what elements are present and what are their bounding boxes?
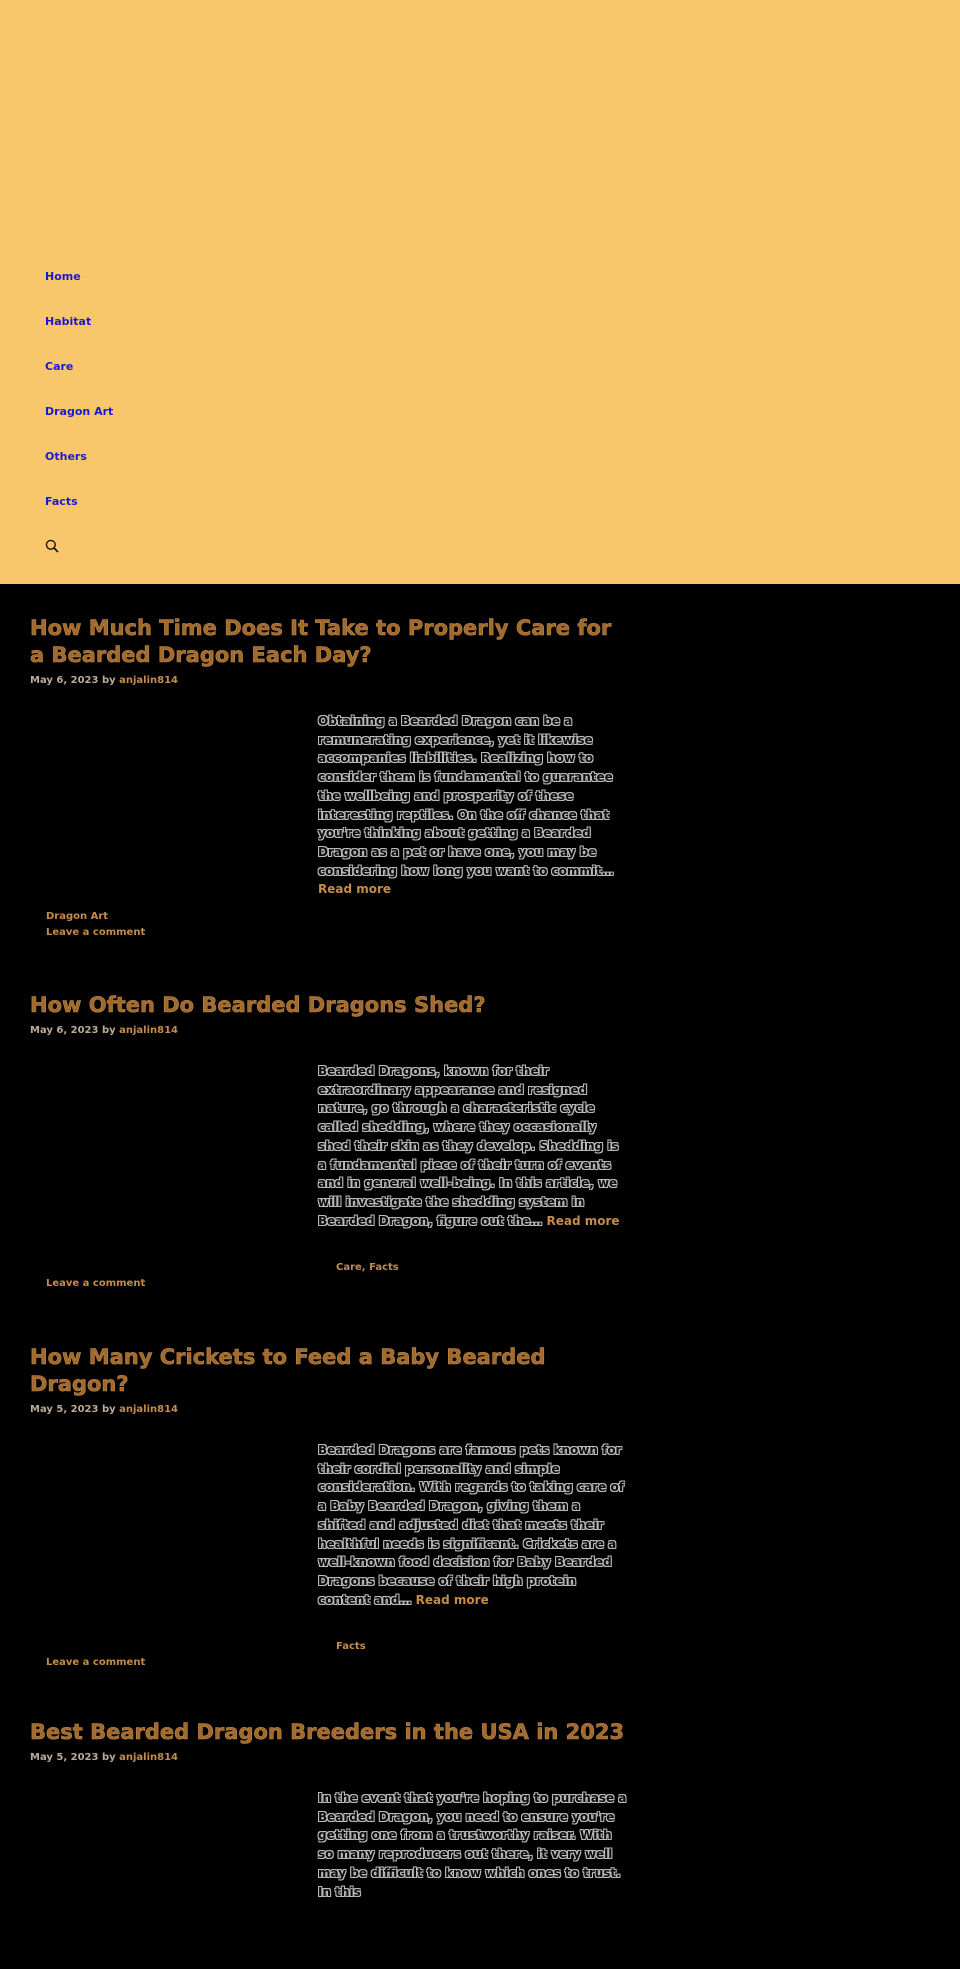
post-card: [30, 941, 630, 1292]
main-content: [0, 584, 960, 1969]
nav-item-habitat[interactable]: Habitat: [45, 315, 92, 328]
post-date[interactable]: May 6, 2023: [30, 675, 99, 686]
read-more-link[interactable]: Read more: [546, 1213, 620, 1228]
post-footer-meta: [30, 1260, 630, 1292]
post-meta: [30, 675, 630, 686]
post-excerpt: [318, 712, 630, 899]
post-thumbnail[interactable]: [30, 712, 318, 892]
main-navigation: [45, 256, 113, 526]
post-excerpt-row: [30, 712, 630, 899]
post-footer-meta: [30, 909, 630, 941]
site-header: [0, 0, 960, 584]
post-excerpt-row: [30, 1062, 630, 1242]
post-by: by: [101, 675, 116, 686]
post-card: [30, 1292, 630, 1671]
search-icon[interactable]: [45, 539, 59, 553]
post-meta: [30, 1752, 630, 1763]
post-excerpt-text: In the event that you're hoping to purchase a Bearded Dragon, you need to ensure you're getting one from a trustworthy raiser. With so many reproducers out there, it very well may be difficult to know which ones to trust. In this: [318, 1791, 627, 1899]
post-date[interactable]: May 5, 2023: [30, 1752, 99, 1764]
post-author[interactable]: anjalin814: [119, 1404, 179, 1416]
post-thumbnail[interactable]: [30, 1441, 318, 1621]
post-thumbnail[interactable]: [30, 1789, 318, 1969]
post-excerpt-text: Bearded Dragons are famous pets known for their cordial personality and simple consideration. With regards to taking care of a Baby Bearded Dragon, giving them a shifted and adjusted diet that meets their healthful needs is significant. Crickets are a well-known food decision for Baby Bearded Dragons because of their high protein content and…: [318, 1443, 624, 1607]
post-footer-meta: [30, 1639, 630, 1671]
nav-item-facts[interactable]: Facts: [45, 495, 78, 508]
nav-item-dragon-art[interactable]: Dragon Art: [45, 405, 114, 418]
post-excerpt: [318, 1062, 630, 1242]
post-meta: [30, 1404, 630, 1415]
post-excerpt-text: Bearded Dragons, known for their extraordinary appearance and resigned nature, go through a characteristic cycle called shedding, where they occasionally shed their skin as they develop. Shedding is a fundamental piece of their turn of events and in general well-being. In this article, we will investigate the shedding system in Bearded Dragon, figure out the…: [318, 1064, 619, 1228]
post-card: [30, 584, 630, 941]
leave-comment-link[interactable]: Leave a comment: [46, 1278, 146, 1290]
post-date[interactable]: May 6, 2023: [30, 1025, 99, 1037]
leave-comment-link[interactable]: Leave a comment: [46, 927, 146, 939]
post-by: by: [101, 1025, 116, 1037]
post-title[interactable]: Best Bearded Dragon Breeders in the USA in 2023: [30, 1720, 625, 1745]
post-excerpt: [318, 1441, 630, 1621]
post-title[interactable]: How Much Time Does It Take to Properly Care for a Bearded Dragon Each Day?: [30, 616, 612, 667]
post-excerpt-row: [30, 1441, 630, 1621]
post-meta: [30, 1025, 630, 1036]
post-author[interactable]: anjalin814: [119, 675, 179, 686]
nav-item-home[interactable]: Home: [45, 270, 81, 283]
leave-comment-link[interactable]: Leave a comment: [46, 1657, 146, 1669]
post-categories[interactable]: Care, Facts: [336, 1262, 399, 1274]
post-categories[interactable]: Dragon Art: [46, 911, 109, 923]
post-author[interactable]: anjalin814: [119, 1025, 179, 1037]
post-title[interactable]: How Many Crickets to Feed a Baby Bearded Dragon?: [30, 1345, 546, 1397]
post-excerpt-row: [30, 1789, 630, 1969]
post-categories[interactable]: Facts: [336, 1641, 366, 1653]
post-card: [30, 1671, 630, 1969]
post-author[interactable]: anjalin814: [119, 1752, 179, 1764]
post-by: by: [101, 1752, 116, 1764]
post-by: by: [101, 1404, 116, 1416]
post-thumbnail[interactable]: [30, 1062, 318, 1242]
nav-item-care[interactable]: Care: [45, 360, 74, 373]
post-excerpt-text: Obtaining a Bearded Dragon can be a remunerating experience, yet it likewise accompanies liabilities. Realizing how to consider them is fundamental to guarantee the wellbeing and prosperity of these interesting reptiles. On the off chance that you're thinking about getting a Bearded Dragon as a pet or have one, you may be considering how long you want to commit…: [318, 714, 614, 878]
post-title[interactable]: How Often Do Bearded Dragons Shed?: [30, 993, 486, 1018]
read-more-link[interactable]: Read more: [318, 882, 392, 897]
read-more-link[interactable]: Read more: [415, 1592, 489, 1607]
nav-item-others[interactable]: Others: [45, 450, 87, 463]
post-excerpt: [318, 1789, 630, 1969]
post-date[interactable]: May 5, 2023: [30, 1404, 99, 1416]
